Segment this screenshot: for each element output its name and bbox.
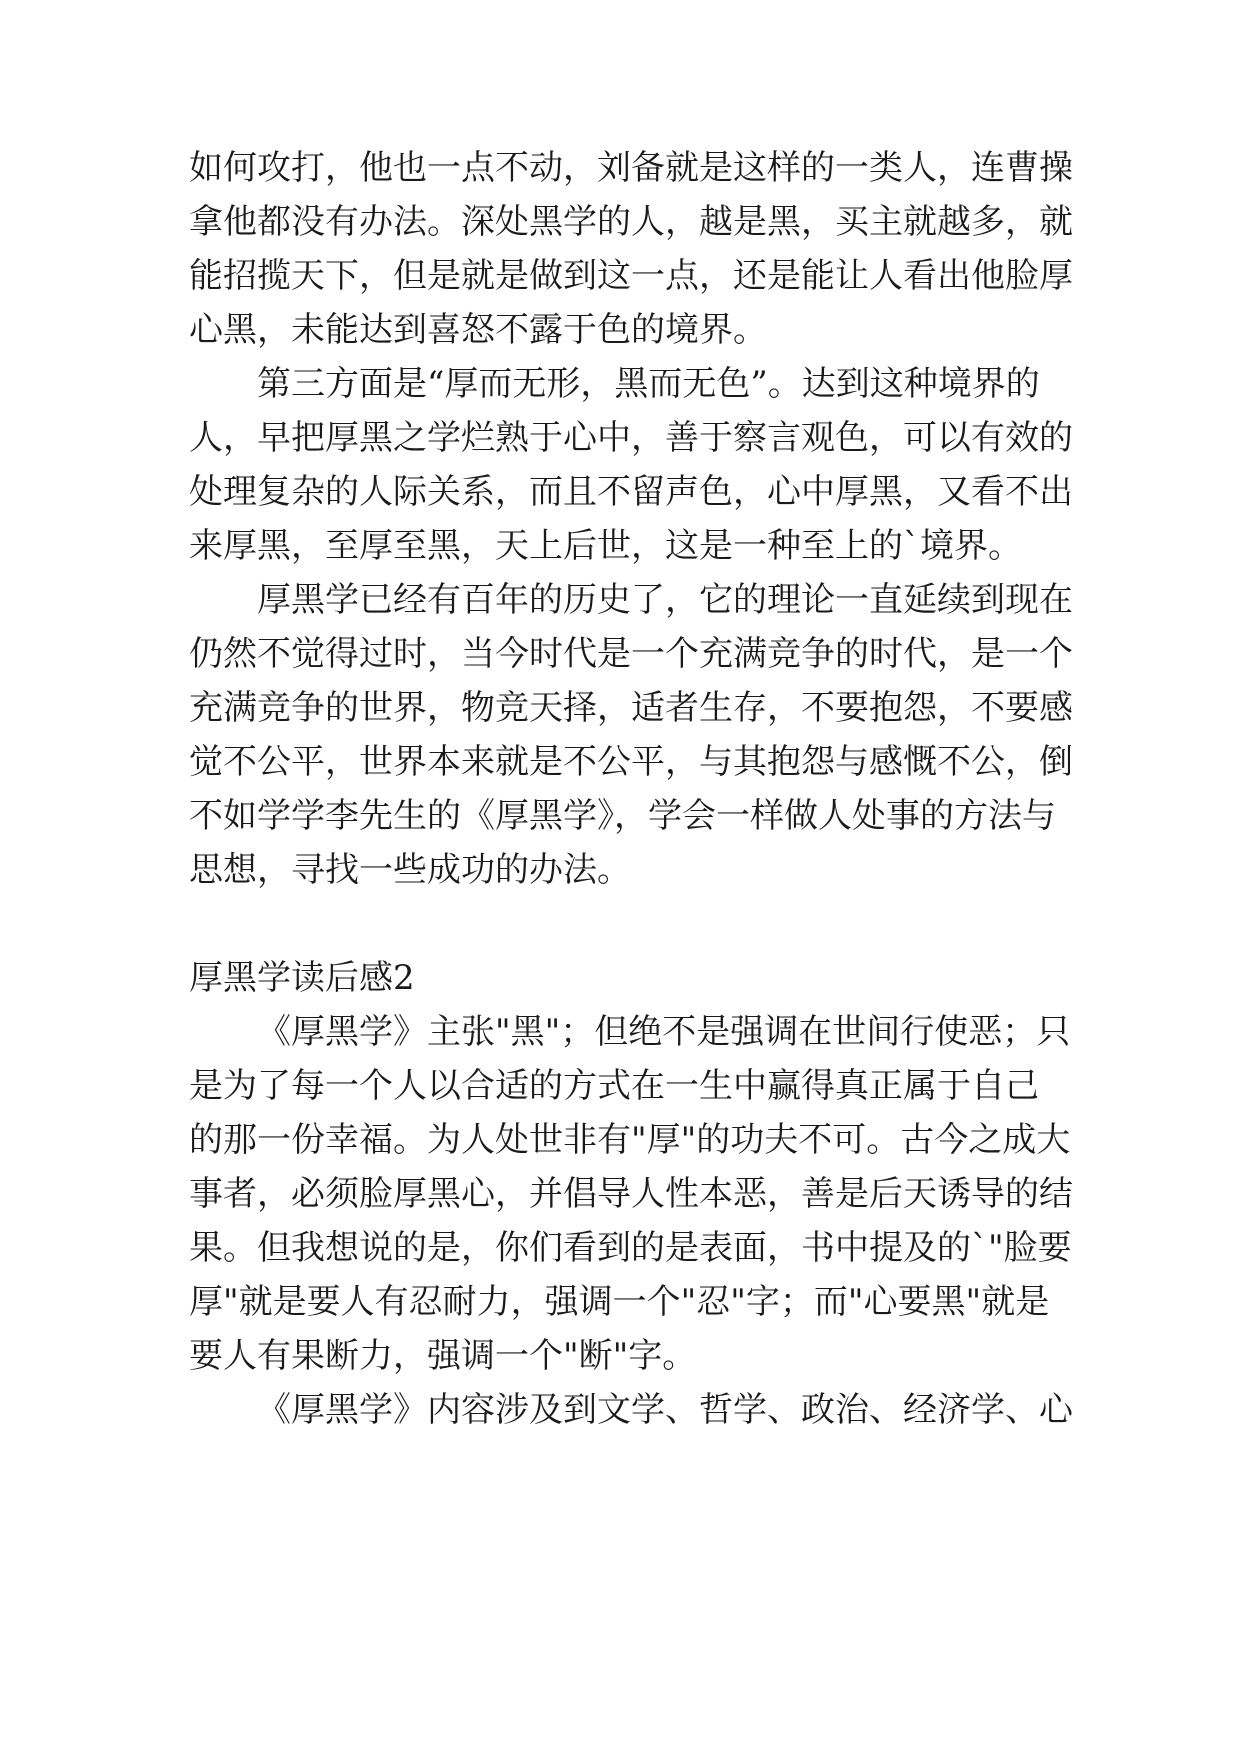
text-line: 能招揽天下，但是就是做到这一点，还是能让人看出他脸厚 (189, 256, 1073, 296)
text-line: 心黑，未能达到喜怒不露于色的境界。 (189, 310, 767, 350)
paragraph-first-line: 第三方面是“厚而无形，黑而无色”。达到这种境界的 (257, 364, 1040, 404)
text-line: 如何攻打，他也一点不动，刘备就是这样的一类人，连曹操 (189, 148, 1073, 188)
text-line: 是为了每一个人以合适的方式在一生中赢得真正属于自己 (189, 1066, 1039, 1106)
text-line: 人，早把厚黑之学烂熟于心中，善于察言观色，可以有效的 (189, 418, 1073, 458)
text-line: 不如学学李先生的《厚黑学》，学会一样做人处事的方法与 (189, 796, 1056, 836)
text-line: 充满竞争的世界，物竞天择，适者生存，不要抱怨，不要感 (189, 688, 1073, 728)
text-line: 的那一份幸福。为人处世非有"厚"的功夫不可。古今之成大 (189, 1120, 1071, 1160)
text-line: 来厚黑，至厚至黑，天上后世，这是一种至上的`境界。 (189, 526, 1022, 566)
text-line: 思想，寻找一些成功的办法。 (189, 850, 631, 890)
paragraph-first-line: 《厚黑学》内容涉及到文学、哲学、政治、经济学、心 (257, 1390, 1073, 1430)
text-line: 厚"就是要人有忍耐力，强调一个"忍"字；而"心要黑"就是 (189, 1282, 1050, 1322)
paragraph-first-line: 厚黑学已经有百年的历史了，它的理论一直延续到现在 (257, 580, 1073, 620)
text-line: 处理复杂的人际关系，而且不留声色，心中厚黑，又看不出 (189, 472, 1073, 512)
text-line: 事者，必须脸厚黑心，并倡导人性本恶，善是后天诱导的结 (189, 1174, 1073, 1214)
text-line: 拿他都没有办法。深处黑学的人，越是黑，买主就越多，就 (189, 202, 1073, 242)
paragraph-first-line: 《厚黑学》主张"黑"；但绝不是强调在世间行使恶；只 (257, 1012, 1071, 1052)
section-heading: 厚黑学读后感2 (189, 958, 415, 998)
text-line: 觉不公平，世界本来就是不公平，与其抱怨与感慨不公，倒 (189, 742, 1073, 782)
text-line: 仍然不觉得过时，当今时代是一个充满竞争的时代，是一个 (189, 634, 1073, 674)
text-line: 果。但我想说的是，你们看到的是表面，书中提及的`"脸要 (189, 1228, 1072, 1268)
text-line: 要人有果断力，强调一个"断"字。 (189, 1336, 697, 1376)
